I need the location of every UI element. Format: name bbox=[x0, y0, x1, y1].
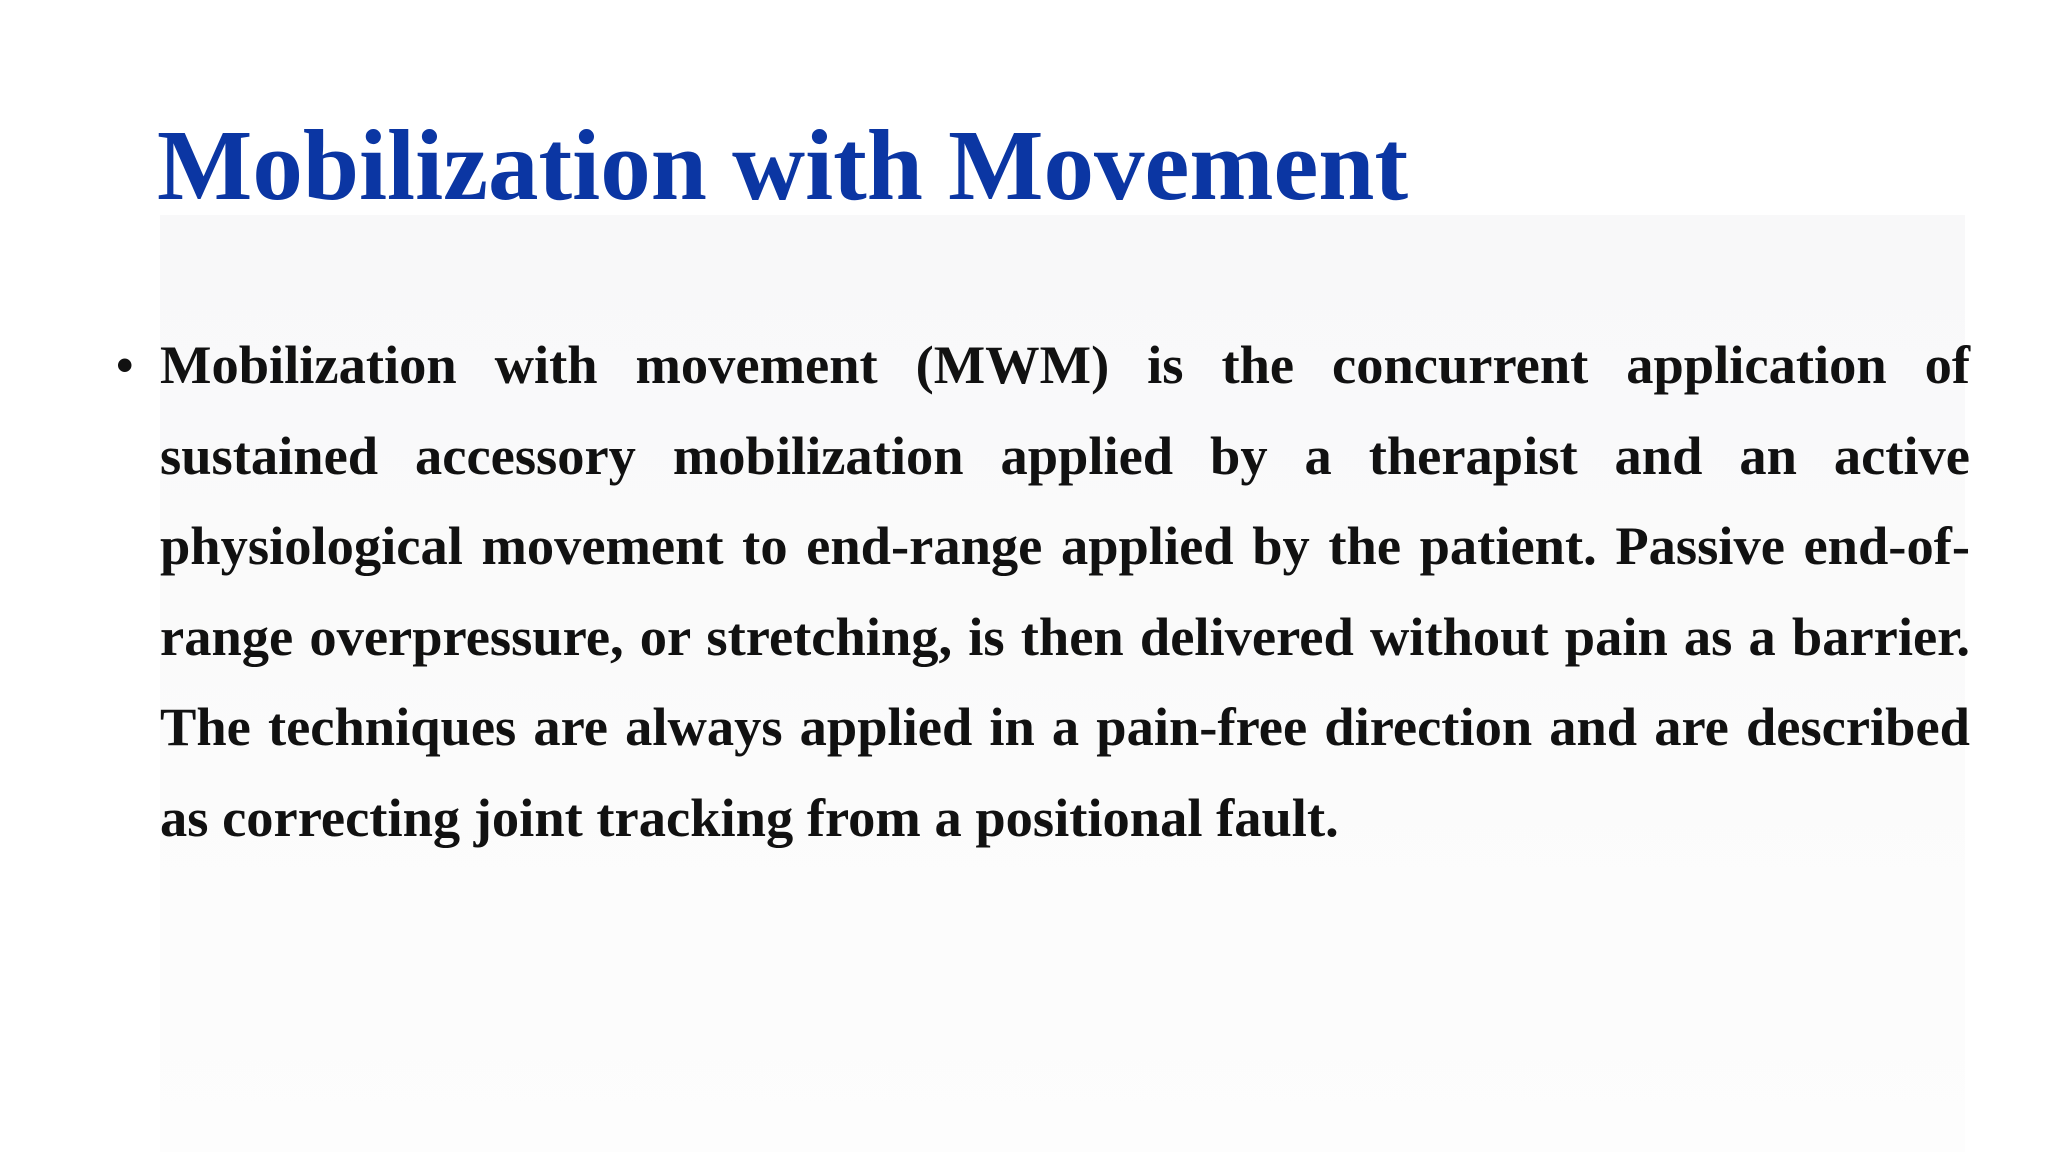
bullet-item bbox=[116, 320, 1970, 863]
bullet-text: Mobilization with movement (MWM) is the concurrent application of sustained accessory mobilization applied by a therapist and an active physiological movement to end-range applied by the patient. Passive end-of-range overpressure, or stretching, is then delivered without pain as a barrier. The techniques are always applied in a pain-free direction and are described as correcting joint tracking from a positional fault. bbox=[160, 334, 1970, 848]
bullet-marker: • bbox=[116, 337, 134, 393]
slide-title: Mobilization with Movement bbox=[157, 109, 1409, 221]
bullet-list bbox=[116, 320, 1970, 863]
